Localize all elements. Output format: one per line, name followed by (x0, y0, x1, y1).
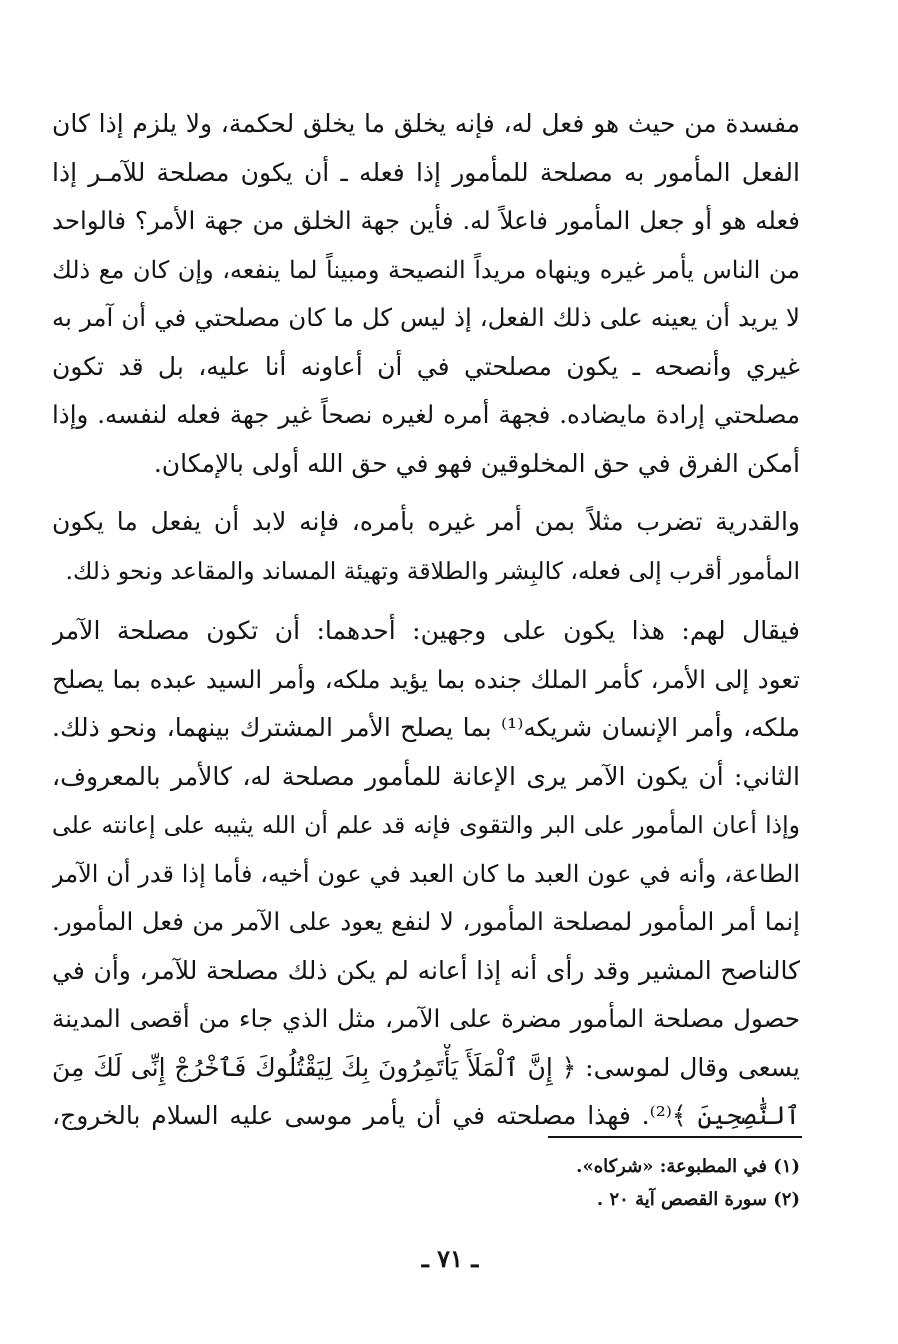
text-line: إنما أمر المأمور لمصلحة المأمور، لا لنفع يعود على الآمر من فعل المأمور. (52, 907, 800, 936)
text-line: الطاعة، وأنه في عون العبد ما كان العبد في عون أخيه، فأما إذا قدر أن الآمر (52, 859, 800, 888)
footnotes (300, 1150, 800, 1216)
text-line: ملكه، وأمر الإنسان شريكه⁽¹⁾ بما يصلح الأمر المشترك بينهما، ونحو ذلك. (52, 713, 800, 742)
text-line: المأمور أقرب إلى فعله، كالبِشر والطلاقة وتهيئة المساند والمقاعد ونحو ذلك. (65, 556, 800, 585)
text-line: فيقال لهم: هذا يكون على وجهين: أحدهما: أن تكون مصلحة الآمر (52, 616, 800, 645)
text-line: حصول مصلحة المأمور مضرة على الآمر، مثل الذي جاء من أقصى المدينة (52, 1004, 800, 1033)
footnote-1: (١) في المطبوعة: «شركاه». (576, 1156, 800, 1177)
paragraph-1 (52, 100, 800, 488)
text-line: وإذا أعان المأمور على البر والتقوى فإنه قد علم أن الله يثيبه على إعانته على (52, 811, 800, 839)
text-line: كالناصح المشير وقد رأى أنه إذا أعانه لم يكن ذلك مصلحة للآمر، وأن في (52, 955, 800, 985)
text-line: تعود إلى الأمر، كأمر الملك جنده بما يؤيد ملكه، وأمر السيد عبده بما يصلح (52, 664, 800, 694)
page-number: ـ ٧١ ـ (421, 1244, 479, 1273)
paragraph-2 (52, 498, 800, 595)
text-line: مصلحتي إرادة مايضاده. فجهة أمره لغيره نصحاً غير جهة فعله لنفسه. وإذا (52, 400, 800, 429)
text-line: الفعل المأمور به مصلحة للمأمور إذا فعله ـ أن يكون مصلحة للآمـر إذا (52, 157, 800, 187)
text-line: أمكن الفرق في حق المخلوقين فهو في حق الله أولى بالإمكان. (153, 448, 800, 478)
text-line: فعله هو أو جعل المأمور فاعلاً له. فأين جهة الخلق من جهة الأمر؟ فالواحد (52, 206, 800, 235)
text-line: لا يريد أن يعينه على ذلك الفعل، إذ ليس كل ما كان مصلحتي في أن آمر به (52, 303, 800, 332)
text-line: والقدرية تضرب مثلاً بمن أمر غيره بأمره، فإنه لابد أن يفعل ما يكون (52, 507, 800, 536)
text-line: غيري وأنصحه ـ يكون مصلحتي في أن أعاونه أنا عليه، بل قد تكون (52, 351, 800, 381)
paragraph-3 (52, 607, 800, 1141)
text-line: ٱلنَّٰصِحِينَ ﴾⁽²⁾. فهذا مصلحته في أن يأمر موسى عليه السلام بالخروج، (52, 1101, 800, 1130)
footnote-2: (٢) سورة القصص آية ٢٠ . (596, 1189, 800, 1210)
footnote-divider (548, 1136, 802, 1138)
text-line: من الناس يأمر غيره وينهاه مريداً النصيحة ومبيناً لما ينفعه، وإن كان مع ذلك (52, 255, 800, 284)
text-line: مفسدة من حيث هو فعل له، فإنه يخلق ما يخلق لحكمة، ولا يلزم إذا كان (52, 109, 800, 138)
main-text (52, 100, 800, 1141)
text-line: يسعى وقال لموسى: ﴿ إِنَّ ٱلْمَلَأَ يَأْتَمِرُونَ بِكَ لِيَقْتُلُوكَ فَٱخْرُجْ إِنِّى لَكَ مِنَ (52, 1052, 800, 1082)
text-line: الثاني: أن يكون الآمر يرى الإعانة للمأمور مصلحة له، كالأمر بالمعروف، (52, 761, 800, 791)
paragraph-gap (52, 488, 800, 498)
paragraph-gap (52, 595, 800, 607)
